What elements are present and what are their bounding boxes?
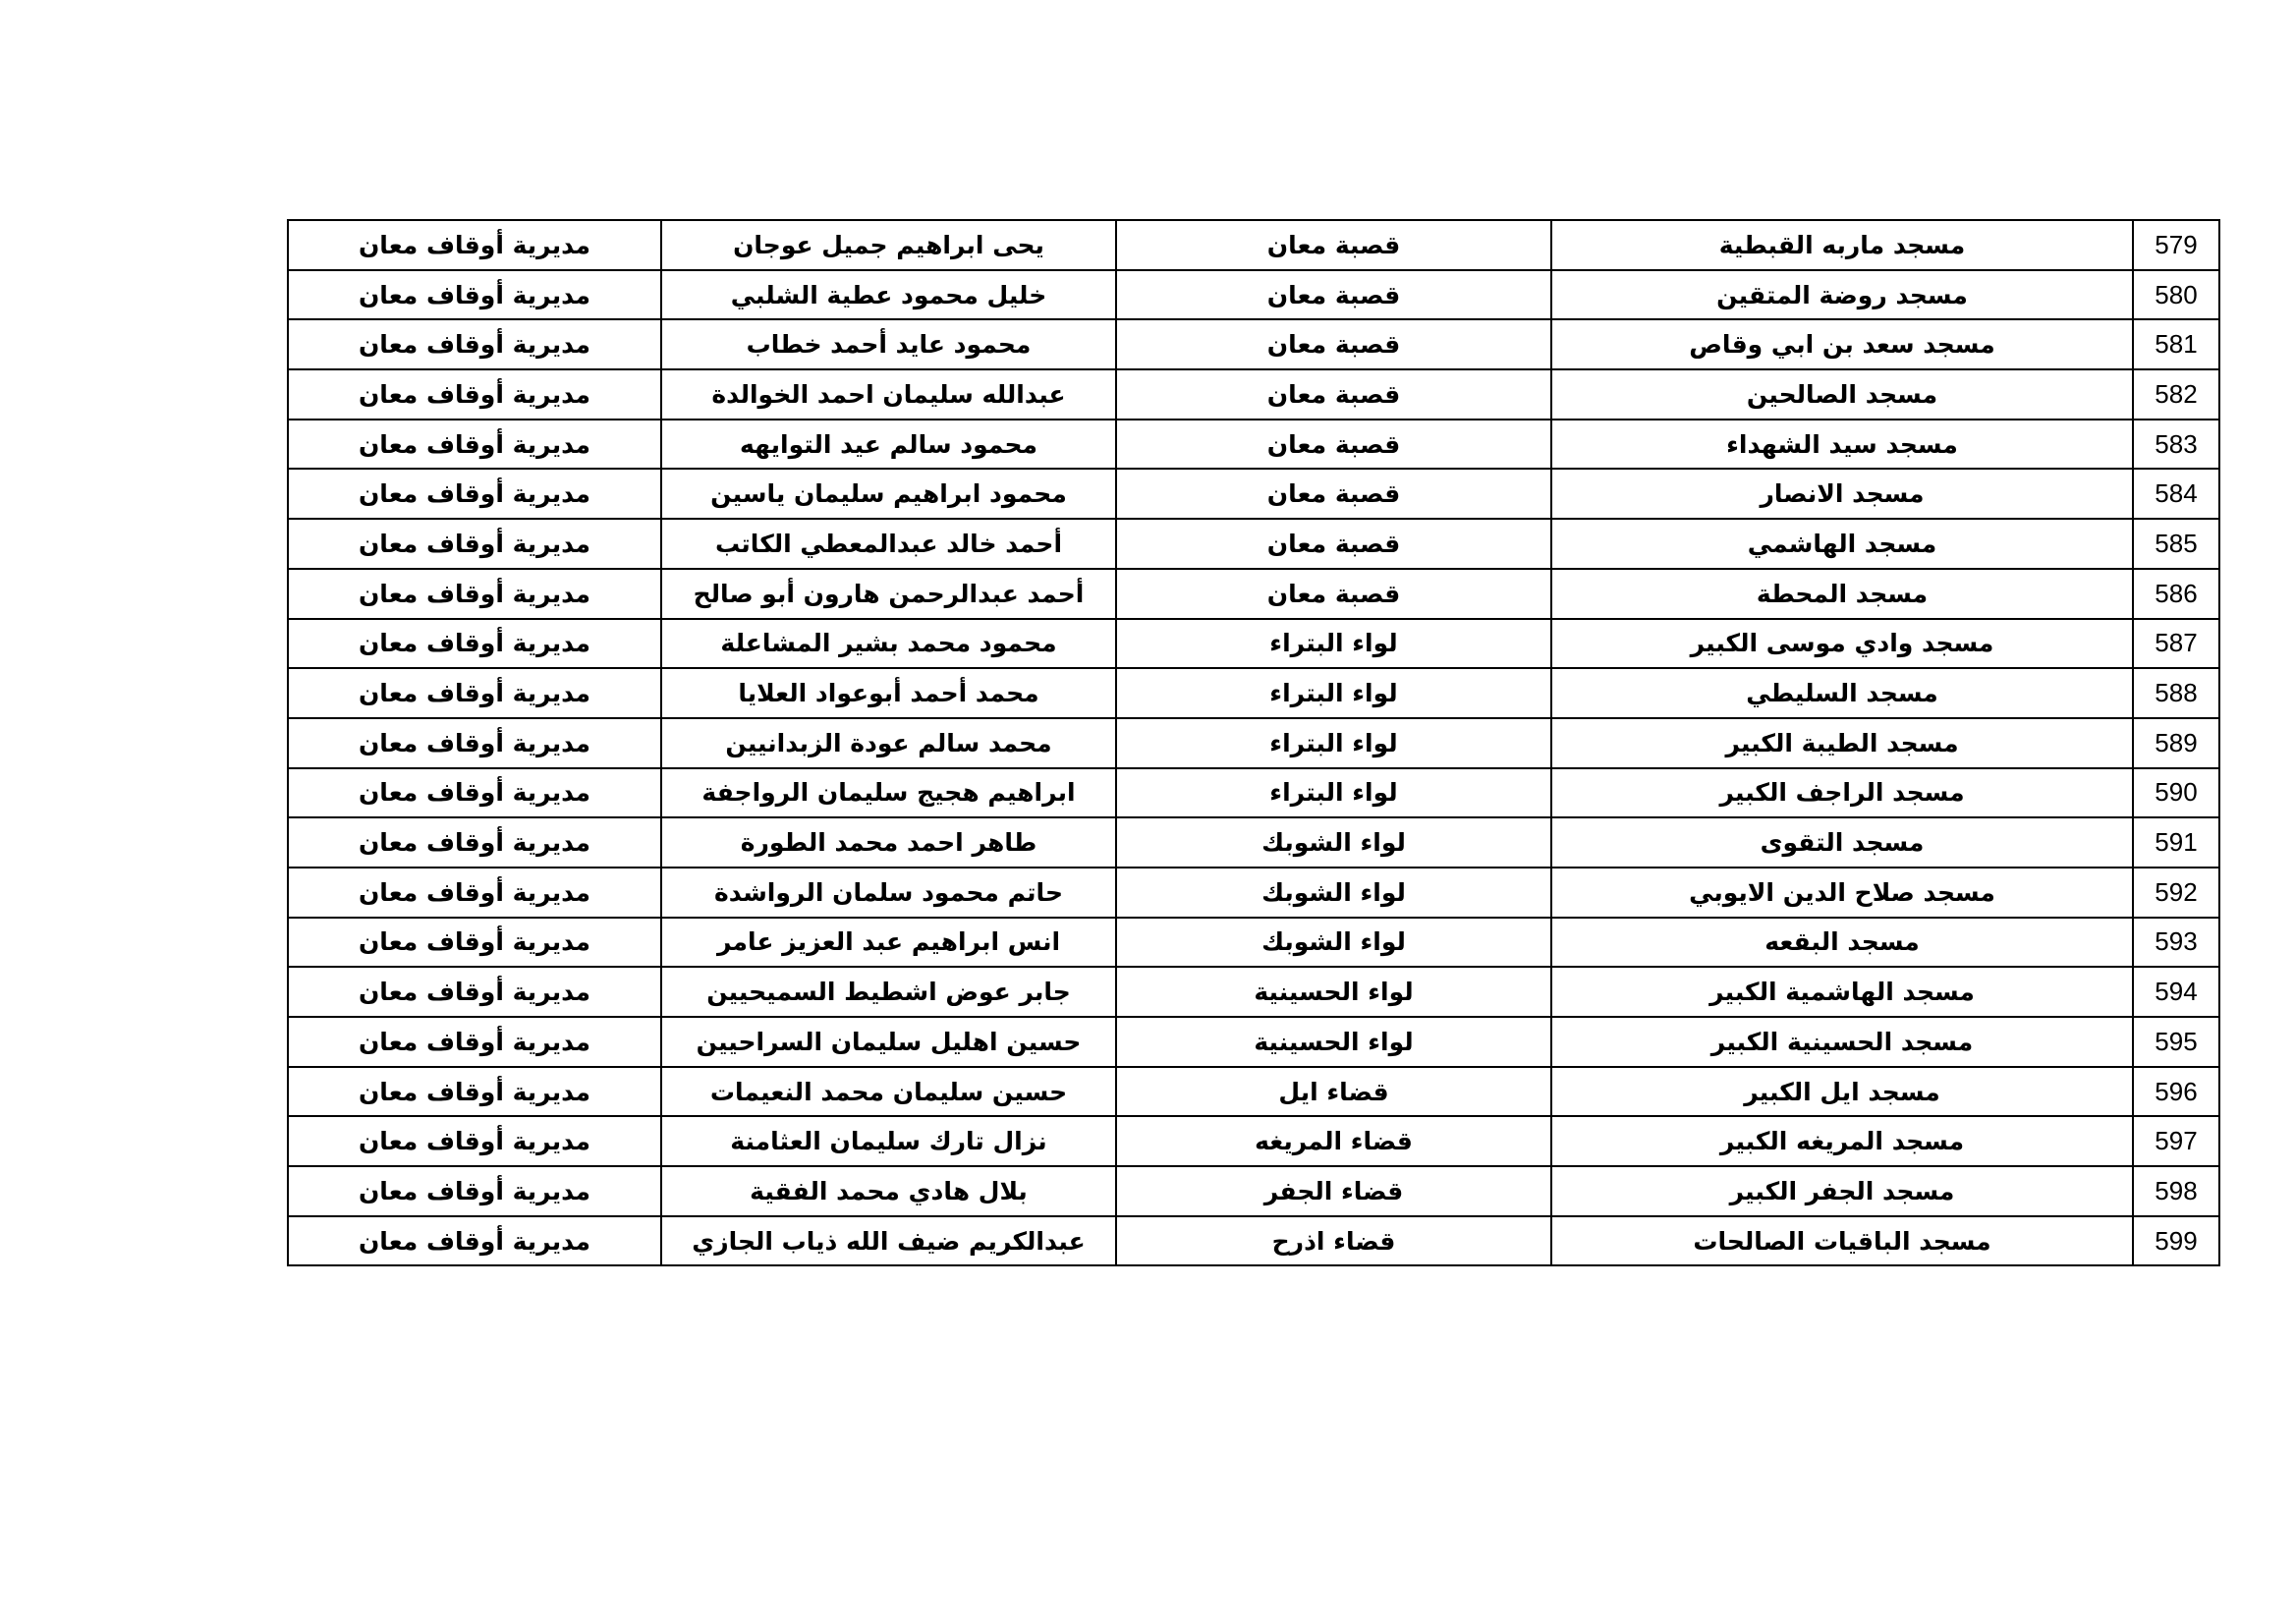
imam-name-cell: محمود عايد أحمد خطاب [661, 319, 1116, 369]
mosque-name-cell: مسجد الهاشمي [1551, 519, 2133, 569]
table-row [288, 569, 2219, 619]
directorate-cell: مديرية أوقاف معان [288, 1017, 661, 1067]
directorate-cell: مديرية أوقاف معان [288, 918, 661, 968]
area-cell: لواء البتراء [1116, 718, 1551, 768]
mosque-name-cell: مسجد الحسينية الكبير [1551, 1017, 2133, 1067]
mosque-name-cell: مسجد الراجف الكبير [1551, 768, 2133, 818]
area-cell: قصبة معان [1116, 420, 1551, 470]
area-cell: قصبة معان [1116, 469, 1551, 519]
imam-name-cell: أحمد عبدالرحمن هارون أبو صالح [661, 569, 1116, 619]
mosque-name-cell: مسجد سيد الشهداء [1551, 420, 2133, 470]
row-number-cell: 591 [2133, 817, 2219, 868]
row-number-cell: 579 [2133, 220, 2219, 270]
row-number-cell: 585 [2133, 519, 2219, 569]
imam-name-cell: محمود سالم عيد التوايهه [661, 420, 1116, 470]
mosque-name-cell: مسجد روضة المتقين [1551, 270, 2133, 320]
mosque-name-cell: مسجد الانصار [1551, 469, 2133, 519]
mosque-name-cell: مسجد الصالحين [1551, 369, 2133, 420]
table-row [288, 1116, 2219, 1166]
area-cell: لواء البتراء [1116, 668, 1551, 718]
mosque-name-cell: مسجد الباقيات الصالحات [1551, 1216, 2133, 1266]
imam-name-cell: طاهر احمد محمد الطورة [661, 817, 1116, 868]
imam-name-cell: بلال هادي محمد الفقية [661, 1166, 1116, 1216]
imam-name-cell: ابراهيم هجيج سليمان الرواجفة [661, 768, 1116, 818]
table-row [288, 967, 2219, 1017]
directorate-cell: مديرية أوقاف معان [288, 1166, 661, 1216]
area-cell: قصبة معان [1116, 319, 1551, 369]
mosque-name-cell: مسجد وادي موسى الكبير [1551, 619, 2133, 669]
area-cell: قضاء المريغه [1116, 1116, 1551, 1166]
table-row [288, 319, 2219, 369]
directorate-cell: مديرية أوقاف معان [288, 1216, 661, 1266]
directorate-cell: مديرية أوقاف معان [288, 718, 661, 768]
mosque-name-cell: مسجد السليطي [1551, 668, 2133, 718]
row-number-cell: 594 [2133, 967, 2219, 1017]
directorate-cell: مديرية أوقاف معان [288, 868, 661, 918]
table-row [288, 619, 2219, 669]
table-row [288, 270, 2219, 320]
directorate-cell: مديرية أوقاف معان [288, 369, 661, 420]
directorate-cell: مديرية أوقاف معان [288, 668, 661, 718]
imam-name-cell: محمود محمد بشير المشاعلة [661, 619, 1116, 669]
imam-name-cell: خليل محمود عطية الشلبي [661, 270, 1116, 320]
imam-name-cell: عبدالله سليمان احمد الخوالدة [661, 369, 1116, 420]
table-row [288, 469, 2219, 519]
mosque-name-cell: مسجد التقوى [1551, 817, 2133, 868]
area-cell: قصبة معان [1116, 569, 1551, 619]
directorate-cell: مديرية أوقاف معان [288, 270, 661, 320]
area-cell: لواء الحسينية [1116, 1017, 1551, 1067]
area-cell: قصبة معان [1116, 220, 1551, 270]
table-row [288, 918, 2219, 968]
row-number-cell: 582 [2133, 369, 2219, 420]
area-cell: لواء الشوبك [1116, 868, 1551, 918]
mosques-table [287, 219, 2220, 1266]
imam-name-cell: حاتم محمود سلمان الرواشدة [661, 868, 1116, 918]
area-cell: قضاء ايل [1116, 1067, 1551, 1117]
imam-name-cell: حسين سليمان محمد النعيمات [661, 1067, 1116, 1117]
row-number-cell: 587 [2133, 619, 2219, 669]
table-row [288, 868, 2219, 918]
directorate-cell: مديرية أوقاف معان [288, 967, 661, 1017]
row-number-cell: 583 [2133, 420, 2219, 470]
table-row [288, 668, 2219, 718]
mosque-name-cell: مسجد البقعه [1551, 918, 2133, 968]
directorate-cell: مديرية أوقاف معان [288, 569, 661, 619]
row-number-cell: 592 [2133, 868, 2219, 918]
row-number-cell: 599 [2133, 1216, 2219, 1266]
mosque-name-cell: مسجد الهاشمية الكبير [1551, 967, 2133, 1017]
directorate-cell: مديرية أوقاف معان [288, 768, 661, 818]
imam-name-cell: محمد سالم عودة الزبدانيين [661, 718, 1116, 768]
mosque-name-cell: مسجد الطيبة الكبير [1551, 718, 2133, 768]
imam-name-cell: عبدالكريم ضيف الله ذياب الجازي [661, 1216, 1116, 1266]
table-row [288, 1067, 2219, 1117]
table-row [288, 1166, 2219, 1216]
mosque-name-cell: مسجد المحطة [1551, 569, 2133, 619]
row-number-cell: 590 [2133, 768, 2219, 818]
directorate-cell: مديرية أوقاف معان [288, 619, 661, 669]
row-number-cell: 596 [2133, 1067, 2219, 1117]
area-cell: لواء البتراء [1116, 768, 1551, 818]
area-cell: لواء الشوبك [1116, 817, 1551, 868]
imam-name-cell: انس ابراهيم عبد العزيز عامر [661, 918, 1116, 968]
mosque-name-cell: مسجد المريغه الكبير [1551, 1116, 2133, 1166]
area-cell: قصبة معان [1116, 519, 1551, 569]
imam-name-cell: جابر عوض اشطيط السميحيين [661, 967, 1116, 1017]
area-cell: لواء الشوبك [1116, 918, 1551, 968]
mosque-name-cell: مسجد الجفر الكبير [1551, 1166, 2133, 1216]
row-number-cell: 580 [2133, 270, 2219, 320]
directorate-cell: مديرية أوقاف معان [288, 1116, 661, 1166]
imam-name-cell: نزال تارك سليمان العثامنة [661, 1116, 1116, 1166]
imam-name-cell: حسين اهليل سليمان السراحيين [661, 1017, 1116, 1067]
directorate-cell: مديرية أوقاف معان [288, 420, 661, 470]
directorate-cell: مديرية أوقاف معان [288, 319, 661, 369]
area-cell: قضاء الجفر [1116, 1166, 1551, 1216]
mosque-name-cell: مسجد سعد بن ابي وقاص [1551, 319, 2133, 369]
table-row [288, 718, 2219, 768]
mosque-name-cell: مسجد ماربه القبطية [1551, 220, 2133, 270]
table-row [288, 768, 2219, 818]
area-cell: لواء البتراء [1116, 619, 1551, 669]
directorate-cell: مديرية أوقاف معان [288, 469, 661, 519]
row-number-cell: 588 [2133, 668, 2219, 718]
mosque-name-cell: مسجد ايل الكبير [1551, 1067, 2133, 1117]
area-cell: قصبة معان [1116, 369, 1551, 420]
table-row [288, 420, 2219, 470]
table-body [288, 220, 2219, 1265]
mosque-name-cell: مسجد صلاح الدين الايوبي [1551, 868, 2133, 918]
row-number-cell: 595 [2133, 1017, 2219, 1067]
directorate-cell: مديرية أوقاف معان [288, 519, 661, 569]
table-row [288, 369, 2219, 420]
imam-name-cell: محمد أحمد أبوعواد العلايا [661, 668, 1116, 718]
table-row [288, 1017, 2219, 1067]
directorate-cell: مديرية أوقاف معان [288, 220, 661, 270]
directorate-cell: مديرية أوقاف معان [288, 817, 661, 868]
area-cell: قصبة معان [1116, 270, 1551, 320]
imam-name-cell: محمود ابراهيم سليمان ياسين [661, 469, 1116, 519]
area-cell: لواء الحسينية [1116, 967, 1551, 1017]
area-cell: قضاء اذرح [1116, 1216, 1551, 1266]
row-number-cell: 586 [2133, 569, 2219, 619]
imam-name-cell: يحى ابراهيم جميل عوجان [661, 220, 1116, 270]
row-number-cell: 598 [2133, 1166, 2219, 1216]
table-row [288, 519, 2219, 569]
table-row [288, 817, 2219, 868]
row-number-cell: 597 [2133, 1116, 2219, 1166]
row-number-cell: 589 [2133, 718, 2219, 768]
directorate-cell: مديرية أوقاف معان [288, 1067, 661, 1117]
row-number-cell: 581 [2133, 319, 2219, 369]
table-row [288, 220, 2219, 270]
row-number-cell: 593 [2133, 918, 2219, 968]
imam-name-cell: أحمد خالد عبدالمعطي الكاتب [661, 519, 1116, 569]
row-number-cell: 584 [2133, 469, 2219, 519]
table-row [288, 1216, 2219, 1266]
